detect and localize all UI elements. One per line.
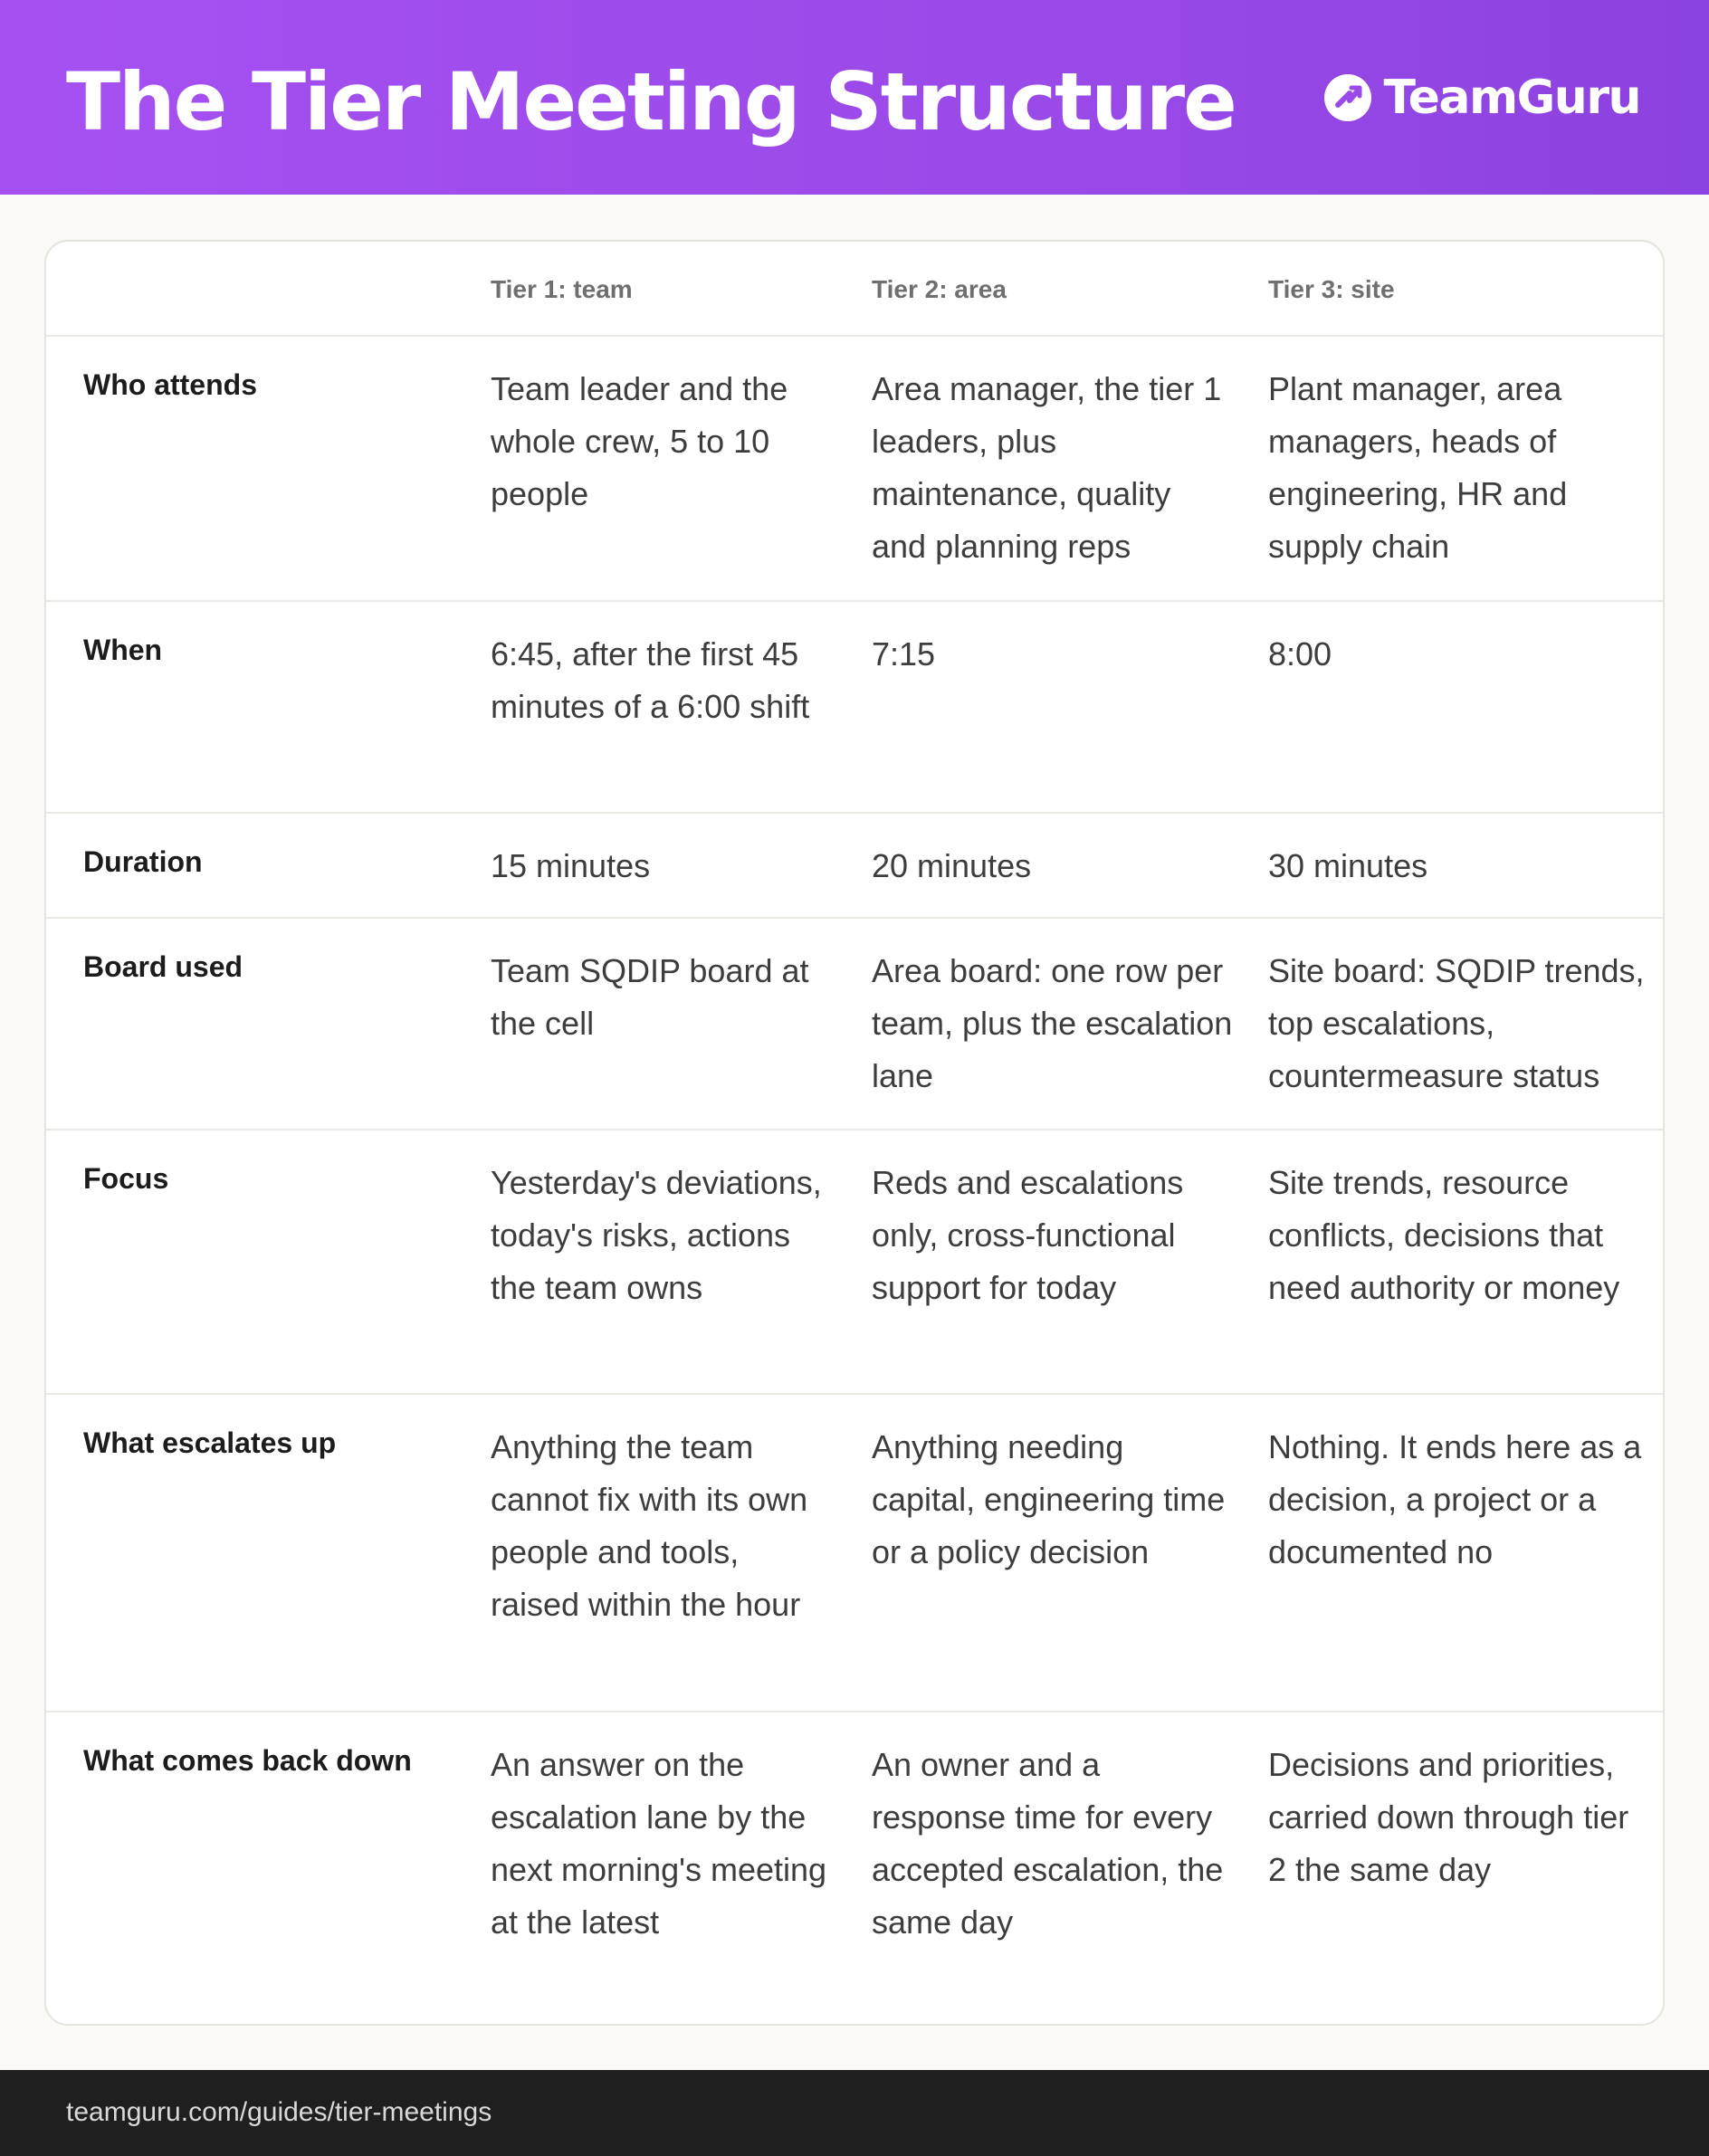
table-row-comes-back-down bbox=[46, 1712, 1663, 2026]
row-label: Board used bbox=[83, 950, 243, 983]
tier-2-cell: Reds and escalations only, cross-functional support for today bbox=[872, 1164, 1184, 1306]
tier-1-cell: An answer on the escalation lane by the next morning's meeting at the latest bbox=[491, 1746, 827, 1941]
row-label: What escalates up bbox=[83, 1426, 337, 1459]
footer-bar bbox=[0, 2070, 1709, 2156]
table-row-duration bbox=[46, 814, 1663, 919]
row-label: Duration bbox=[83, 845, 203, 878]
teamguru-logo-icon bbox=[1322, 72, 1373, 123]
row-label: Focus bbox=[83, 1162, 169, 1195]
row-label: Who attends bbox=[83, 368, 257, 401]
tier-2-cell: 7:15 bbox=[872, 635, 936, 673]
tier-3-cell: Nothing. It ends here as a decision, a project or a documented no bbox=[1268, 1428, 1642, 1570]
column-header-empty bbox=[83, 242, 463, 274]
table-row-when bbox=[46, 602, 1663, 814]
row-label: When bbox=[83, 634, 163, 666]
header-banner bbox=[0, 0, 1709, 195]
tier-1-cell: Team SQDIP board at the cell bbox=[491, 952, 809, 1042]
tier-3-cell: 8:00 bbox=[1268, 635, 1332, 673]
tier-2-cell: 20 minutes bbox=[872, 847, 1032, 884]
page-title: The Tier Meeting Structure bbox=[66, 55, 1236, 148]
table-row-who-attends bbox=[46, 337, 1663, 602]
tier-2-cell: Area manager, the tier 1 leaders, plus maintenance, quality and planning reps bbox=[872, 370, 1222, 565]
brand-name: TeamGuru bbox=[1383, 71, 1640, 125]
tier-3-cell: Plant manager, area managers, heads of engineering, HR and supply chain bbox=[1268, 370, 1568, 565]
brand-logo bbox=[1322, 71, 1640, 125]
table-header-row bbox=[46, 242, 1663, 337]
column-header-tier-1: Tier 1: team bbox=[491, 275, 633, 303]
tier-1-cell: Team leader and the whole crew, 5 to 10 people bbox=[491, 370, 788, 512]
tier-2-cell: Anything needing capital, engineering time or a policy decision bbox=[872, 1428, 1226, 1570]
table-row-escalates-up bbox=[46, 1395, 1663, 1712]
tier-3-cell: 30 minutes bbox=[1268, 847, 1428, 884]
tier-3-cell: Decisions and priorities, carried down through tier 2 the same day bbox=[1268, 1746, 1629, 1888]
footer-url: teamguru.com/guides/tier-meetings bbox=[66, 2097, 492, 2127]
table-row-board-used bbox=[46, 919, 1663, 1130]
tier-1-cell: 6:45, after the first 45 minutes of a 6:00 shift bbox=[491, 635, 810, 725]
tier-2-cell: An owner and a response time for every accepted escalation, the same day bbox=[872, 1746, 1224, 1941]
tier-3-cell: Site board: SQDIP trends, top escalations, countermeasure status bbox=[1268, 952, 1645, 1094]
column-header-tier-2: Tier 2: area bbox=[872, 275, 1007, 303]
column-header-tier-3: Tier 3: site bbox=[1268, 275, 1395, 303]
row-label: What comes back down bbox=[83, 1744, 412, 1777]
tier-1-cell: 15 minutes bbox=[491, 847, 651, 884]
table-row-focus bbox=[46, 1130, 1663, 1395]
tier-meeting-table bbox=[44, 240, 1665, 2026]
tier-1-cell: Yesterday's deviations, today's risks, actions the team owns bbox=[491, 1164, 822, 1306]
tier-2-cell: Area board: one row per team, plus the escalation lane bbox=[872, 952, 1233, 1094]
tier-3-cell: Site trends, resource conflicts, decisions that need authority or money bbox=[1268, 1164, 1620, 1306]
tier-1-cell: Anything the team cannot fix with its own people and tools, raised within the hour bbox=[491, 1428, 808, 1623]
